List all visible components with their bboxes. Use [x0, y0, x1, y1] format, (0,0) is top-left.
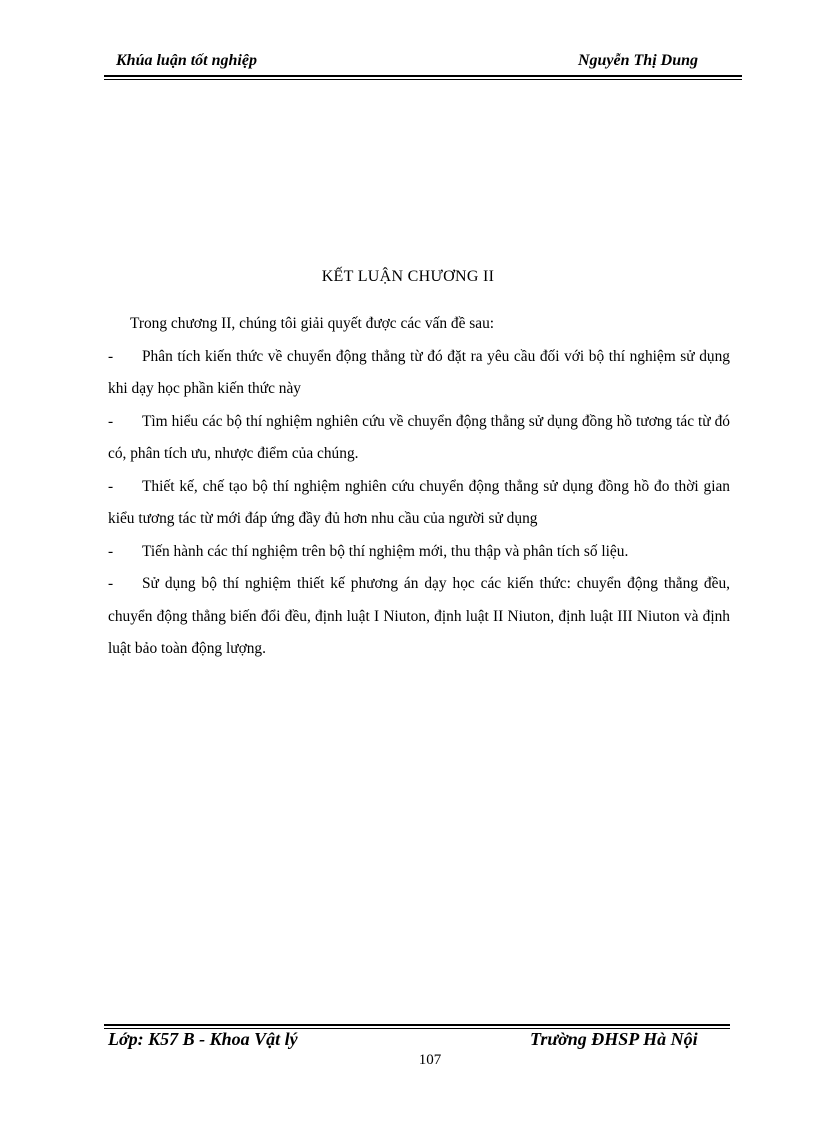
list-item-text: Tiến hành các thí nghiệm trên bộ thí nghiệm mới, thu thập và phân tích số liệu.: [142, 542, 629, 560]
list-item-text: Tìm hiểu các bộ thí nghiệm nghiên cứu về chuyển động thẳng sử dụng đồng hồ tương tác từ đó có, phân tích ưu, nhược điểm của chúng.: [108, 412, 730, 462]
list-item: [108, 471, 730, 536]
header-document-type: Khúa luận tốt nghiệp: [116, 52, 257, 69]
list-item-text: Thiết kế, chế tạo bộ thí nghiệm nghiên cứu chuyển động thẳng sử dụng đồng hồ đo thời gian kiểu tương tác từ mới đáp ứng đầy đủ hơn nhu cầu của người sử dụng: [108, 477, 730, 527]
page-number: 107: [418, 1052, 442, 1068]
list-item-text: Sử dụng bộ thí nghiệm thiết kế phương án dạy học các kiến thức: chuyển động thẳng đều, chuyển động thẳng biến đổi đều, định luật I Niuton, định luật II Niuton, định luật III Niuton và định luật bảo toàn động lượng.: [108, 575, 730, 657]
list-item: [108, 568, 730, 666]
footer-university: Trường ĐHSP Hà Nội: [530, 1029, 698, 1049]
chapter-conclusion-title: KẾT LUẬN CHƯƠNG II: [321, 268, 495, 285]
header-divider-thin: [104, 79, 742, 80]
list-item: [108, 406, 730, 471]
list-bullet: -: [108, 347, 114, 365]
intro-paragraph: Trong chương II, chúng tôi giải quyết được các vấn đề sau:: [130, 315, 495, 332]
list-bullet: -: [108, 477, 114, 495]
list-bullet: -: [108, 412, 114, 430]
list-bullet: -: [108, 542, 114, 560]
header-divider: [104, 75, 742, 77]
list-item: [108, 341, 730, 406]
footer-divider: [104, 1024, 730, 1026]
page-header: [104, 50, 742, 76]
document-body: [108, 308, 730, 666]
footer-class-info: Lớp: K57 B - Khoa Vật lý: [108, 1029, 298, 1049]
list-item-text: Phân tích kiến thức về chuyển động thẳng từ đó đặt ra yêu cầu đối với bộ thí nghiệm sử dụng khi dạy học phần kiến thức này: [108, 347, 730, 397]
list-item: [108, 536, 730, 569]
list-bullet: -: [108, 575, 114, 592]
header-author: Nguyễn Thị Dung: [577, 52, 698, 69]
